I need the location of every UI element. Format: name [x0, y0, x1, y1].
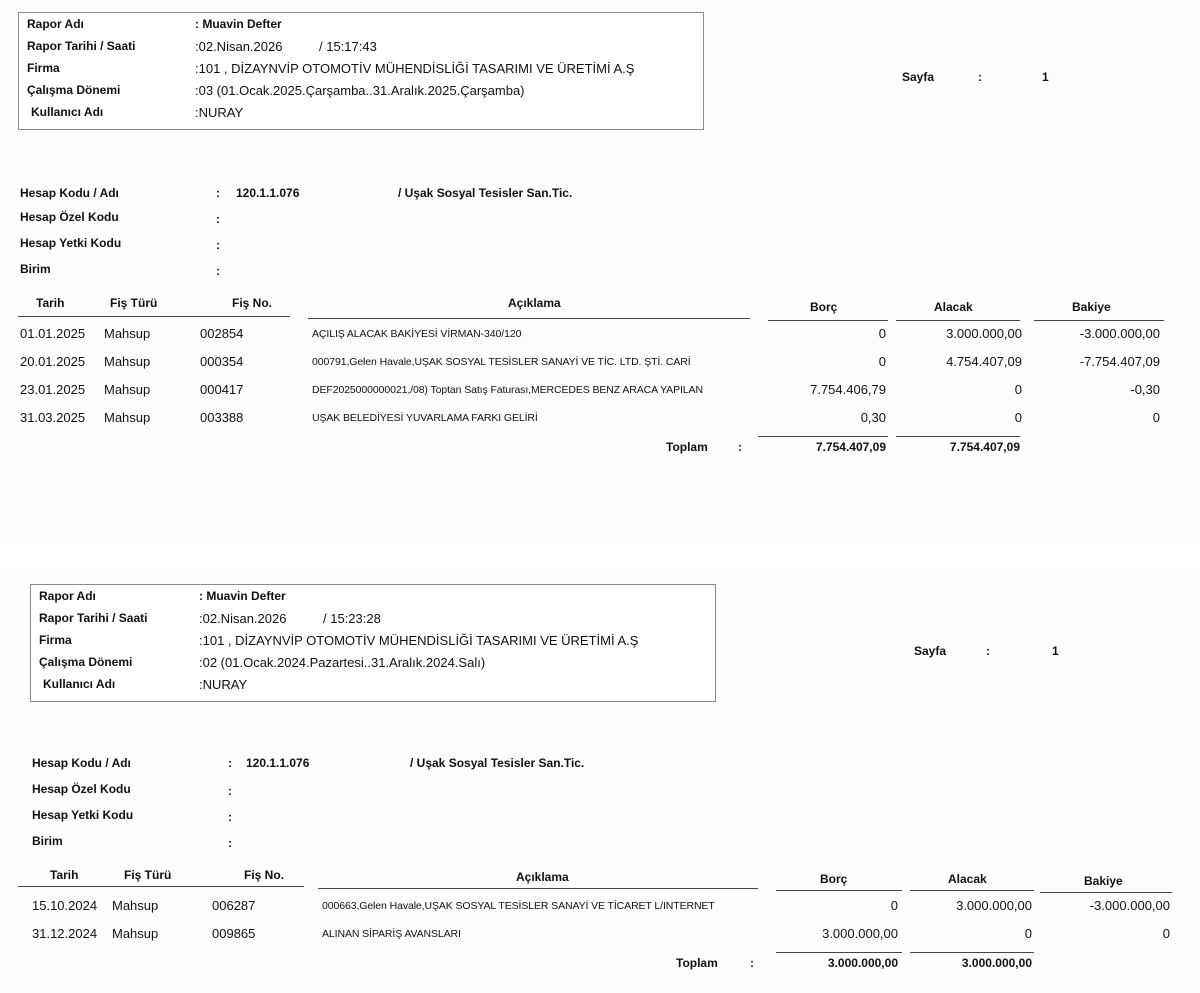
col-tarih: Tarih	[36, 296, 65, 310]
totals-line	[776, 952, 902, 953]
totals-borc: 3.000.000,00	[827, 956, 898, 970]
col-fis-turu: Fiş Türü	[124, 868, 172, 882]
cell-tarih: 15.10.2024	[32, 898, 98, 913]
calisma-donemi-value: :02 (01.Ocak.2024.Pazartesi..31.Aralık.2024.Salı)	[199, 655, 486, 670]
cell-alacak: 0	[1014, 410, 1022, 425]
report-2024	[0, 570, 1200, 993]
header-underline	[776, 890, 902, 891]
rapor-tarihi-value: :02.Nisan.2026	[199, 611, 287, 626]
hesap-adi-value: / Uşak Sosyal Tesisler San.Tic.	[410, 756, 585, 770]
kullanici-adi-label: Kullanıcı Adı	[31, 105, 104, 119]
cell-bakiye: 0	[1152, 410, 1160, 425]
col-borc: Borç	[810, 300, 838, 314]
header-underline	[18, 886, 304, 887]
table-row	[0, 410, 1200, 430]
cell-aciklama: 000791,Gelen Havale,UŞAK SOSYAL TESİSLER SANAYİ VE TİC. LTD. ŞTİ. CARİ	[312, 356, 691, 368]
cell-alacak: 3.000.000,00	[956, 898, 1032, 913]
header-underline	[18, 316, 290, 317]
cell-bakiye: -3.000.000,00	[1089, 898, 1170, 913]
cell-aciklama: ALINAN SİPARİŞ AVANSLARI	[322, 928, 461, 940]
table-row	[0, 326, 1200, 346]
firma-label: Firma	[39, 633, 72, 647]
totals-colon: :	[738, 440, 742, 454]
account-info	[32, 756, 732, 856]
colon: :	[216, 212, 220, 226]
hesap-kodu-value: 120.1.1.076	[236, 186, 300, 200]
cell-alacak: 3.000.000,00	[946, 326, 1022, 341]
table-row	[0, 354, 1200, 374]
col-alacak: Alacak	[948, 872, 987, 886]
rapor-saati-value: / 15:17:43	[319, 39, 377, 54]
header-underline	[1034, 320, 1164, 321]
report-header-box	[30, 584, 716, 702]
rapor-saati-value: / 15:23:28	[323, 611, 381, 626]
cell-bakiye: 0	[1162, 926, 1170, 941]
cell-fis-no: 002854	[200, 326, 244, 341]
cell-fis-no: 000417	[200, 382, 244, 397]
totals-label: Toplam	[676, 956, 718, 970]
rapor-tarihi-value: :02.Nisan.2026	[195, 39, 283, 54]
hesap-adi-value: / Uşak Sosyal Tesisler San.Tic.	[398, 186, 573, 200]
calisma-donemi-label: Çalışma Dönemi	[27, 83, 121, 97]
cell-bakiye: -0,30	[1130, 382, 1160, 397]
cell-fis-no: 003388	[200, 410, 244, 425]
cell-aciklama: 000663,Gelen Havale,UŞAK SOSYAL TESİSLER SANAYİ VE TİCARET L/INTERNET	[322, 900, 715, 912]
col-alacak: Alacak	[934, 300, 973, 314]
cell-borc: 0	[878, 354, 886, 369]
cell-fis-no: 006287	[212, 898, 256, 913]
header-underline	[768, 320, 888, 321]
col-fis-no: Fiş No.	[232, 296, 273, 310]
cell-tarih: 31.03.2025	[20, 410, 86, 425]
totals-alacak: 3.000.000,00	[961, 956, 1032, 970]
calisma-donemi-label: Çalışma Dönemi	[39, 655, 133, 669]
col-borc: Borç	[820, 872, 848, 886]
header-underline	[1040, 892, 1172, 893]
header-underline	[910, 890, 1034, 891]
yetki-kodu-label: Hesap Yetki Kodu	[20, 236, 122, 250]
rapor-adi-value: : Muavin Defter	[195, 17, 282, 31]
col-aciklama: Açıklama	[508, 296, 561, 310]
hesap-kodu-value: 120.1.1.076	[246, 756, 310, 770]
page-label: Sayfa	[914, 644, 947, 658]
colon: :	[216, 186, 220, 200]
table-row	[0, 382, 1200, 402]
page-number: 1	[1042, 70, 1049, 84]
colon: :	[228, 784, 232, 798]
birim-label: Birim	[32, 834, 63, 848]
totals-borc: 7.754.407,09	[815, 440, 886, 454]
cell-fis-turu: Mahsup	[104, 410, 151, 425]
col-aciklama: Açıklama	[516, 870, 569, 884]
header-underline	[896, 320, 1020, 321]
cell-fis-turu: Mahsup	[112, 926, 159, 941]
table-row	[0, 898, 1200, 918]
cell-borc: 0	[878, 326, 886, 341]
cell-tarih: 20.01.2025	[20, 354, 86, 369]
colon: :	[228, 756, 232, 770]
totals-alacak: 7.754.407,09	[949, 440, 1020, 454]
cell-fis-turu: Mahsup	[104, 382, 151, 397]
calisma-donemi-value: :03 (01.Ocak.2025.Çarşamba..31.Aralık.2025.Çarşamba)	[195, 83, 525, 98]
yetki-kodu-label: Hesap Yetki Kodu	[32, 808, 134, 822]
cell-fis-no: 009865	[212, 926, 256, 941]
account-info	[20, 186, 720, 286]
rapor-tarihi-label: Rapor Tarihi / Saati	[27, 39, 136, 53]
rapor-adi-label: Rapor Adı	[39, 589, 96, 603]
firma-value: :101 , DİZAYNVİP OTOMOTİV MÜHENDİSLİĞİ TASARIMI VE ÜRETİMİ A.Ş	[199, 633, 639, 648]
colon: :	[216, 264, 220, 278]
hesap-kodu-label: Hesap Kodu / Adı	[32, 756, 131, 770]
page-label: Sayfa	[902, 70, 935, 84]
cell-fis-turu: Mahsup	[112, 898, 159, 913]
firma-value: :101 , DİZAYNVİP OTOMOTİV MÜHENDİSLİĞİ TASARIMI VE ÜRETİMİ A.Ş	[195, 61, 635, 76]
cell-tarih: 01.01.2025	[20, 326, 86, 341]
report-header-box	[18, 12, 704, 130]
totals-label: Toplam	[666, 440, 708, 454]
colon: :	[216, 238, 220, 252]
cell-tarih: 23.01.2025	[20, 382, 86, 397]
ozel-kodu-label: Hesap Özel Kodu	[32, 782, 131, 796]
page-colon: :	[978, 70, 982, 84]
cell-alacak: 0	[1024, 926, 1032, 941]
col-bakiye: Bakiye	[1072, 300, 1111, 314]
rapor-adi-value: : Muavin Defter	[199, 589, 286, 603]
rapor-adi-label: Rapor Adı	[27, 17, 84, 31]
cell-alacak: 0	[1014, 382, 1022, 397]
cell-aciklama: UŞAK BELEDİYESİ YUVARLAMA FARKI GELİRİ	[312, 412, 538, 424]
kullanici-adi-label: Kullanıcı Adı	[43, 677, 116, 691]
birim-label: Birim	[20, 262, 51, 276]
cell-alacak: 4.754.407,09	[946, 354, 1022, 369]
page-gap	[0, 540, 1200, 570]
cell-borc: 3.000.000,00	[822, 926, 898, 941]
col-fis-turu: Fiş Türü	[110, 296, 158, 310]
cell-borc: 0,30	[860, 410, 886, 425]
cell-borc: 7.754.406,79	[810, 382, 886, 397]
table-row	[0, 926, 1200, 946]
kullanici-adi-value: :NURAY	[195, 105, 244, 120]
cell-bakiye: -3.000.000,00	[1079, 326, 1160, 341]
cell-fis-no: 000354	[200, 354, 244, 369]
totals-colon: :	[750, 956, 754, 970]
totals-line	[758, 436, 888, 437]
header-underline	[308, 318, 750, 319]
cell-aciklama: AÇILIŞ ALACAK BAKİYESİ VİRMAN-340/120	[312, 328, 522, 340]
cell-fis-turu: Mahsup	[104, 326, 151, 341]
hesap-kodu-label: Hesap Kodu / Adı	[20, 186, 119, 200]
colon: :	[228, 810, 232, 824]
col-bakiye: Bakiye	[1084, 874, 1123, 888]
cell-fis-turu: Mahsup	[104, 354, 151, 369]
rapor-tarihi-label: Rapor Tarihi / Saati	[39, 611, 148, 625]
header-underline	[318, 888, 758, 889]
kullanici-adi-value: :NURAY	[199, 677, 248, 692]
firma-label: Firma	[27, 61, 60, 75]
colon: :	[228, 836, 232, 850]
report-2025	[0, 0, 1200, 470]
col-fis-no: Fiş No.	[244, 868, 285, 882]
ozel-kodu-label: Hesap Özel Kodu	[20, 210, 119, 224]
cell-borc: 0	[890, 898, 898, 913]
totals-line	[910, 952, 1034, 953]
page-colon: :	[986, 644, 990, 658]
cell-tarih: 31.12.2024	[32, 926, 98, 941]
col-tarih: Tarih	[50, 868, 79, 882]
page-number: 1	[1052, 644, 1059, 658]
totals-line	[896, 436, 1020, 437]
cell-bakiye: -7.754.407,09	[1079, 354, 1160, 369]
cell-aciklama: DEF2025000000021,/08) Toptan Satış Faturası,MERCEDES BENZ ARACA YAPILAN	[312, 384, 703, 396]
